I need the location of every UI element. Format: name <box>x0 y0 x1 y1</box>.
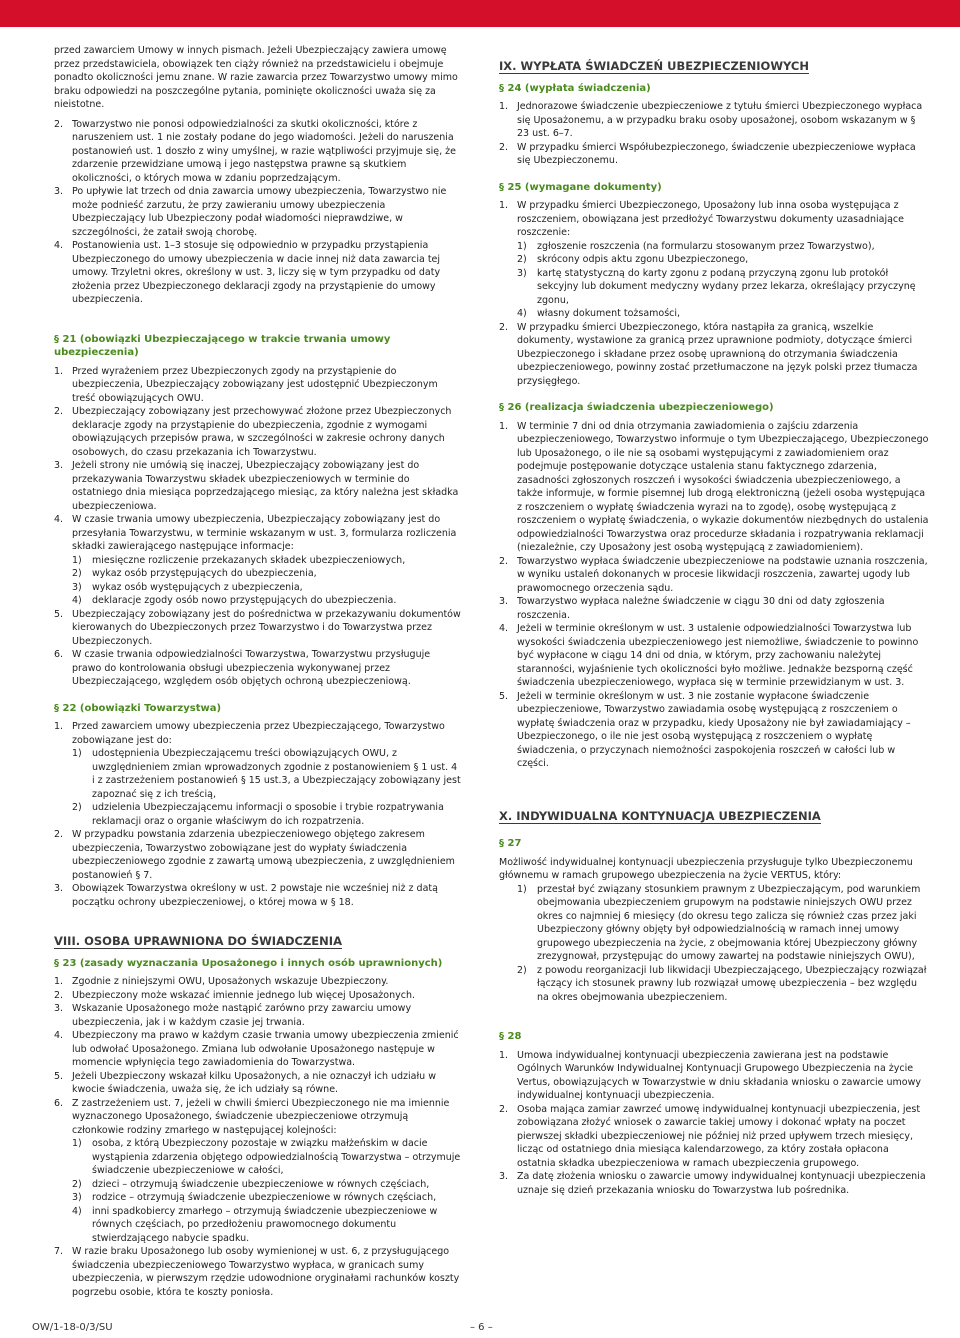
list-item-text: wykaz osób przystępujących do ubezpieczenia, <box>92 568 317 579</box>
list-item <box>54 1002 462 1029</box>
sub-list-item <box>72 747 462 801</box>
section-26-heading: § 26 (realizacja świadczenia ubezpieczeniowego) <box>499 402 774 413</box>
list-item-text: przestał być związany stosunkiem prawnym z Ubezpieczającym, pod warunkiem obejmowania ubezpieczeniem grupowym na podstawie niniejszych OWU przez okres co najmniej 6 miesięcy (do okresu tego zalicza się również czas przez jaki Ubezpieczony główny objęty był odpowiedzialnością w ramach innej umowy grupowego ubezpieczenia na życie, z obejmowania której Ubezpieczony główny zrezygnował, przystępując do umowy zawartej na podstawie niniejszych OWU), <box>537 883 921 962</box>
section-24-items <box>499 100 929 168</box>
list-item-number: 2) <box>72 568 82 579</box>
section-22-items-continued <box>54 828 462 909</box>
sub-list-item <box>517 240 929 254</box>
chapter-9-heading: IX. WYPŁATA ŚWIADCZEŃ UBEZPIECZENIOWYCH <box>499 59 810 73</box>
section-28-items <box>499 1049 929 1198</box>
list-item-number: 3. <box>499 596 509 607</box>
list-item <box>499 595 929 622</box>
list-item-number: 3. <box>54 1003 64 1014</box>
section-27-heading: § 27 <box>499 838 522 849</box>
list-item-text: z powodu reorganizacji lub likwidacji Ubezpieczającego, Ubezpieczający rozwiązał łączący ich stosunek prawny lub rozwiązał umowę ubezpieczenia – bez względu na okres obejmowania ubezpieczeniem. <box>537 964 927 1003</box>
sub-list-item <box>517 267 929 308</box>
list-item-text: Za datę złożenia wniosku o zawarcie umowy indywidualnej kontynuacji ubezpieczenia uznaje się dzień przekazania wniosku do Towarzystwa lub pośrednika. <box>517 1171 926 1196</box>
list-item <box>54 405 462 459</box>
list-item-text: Ubezpieczony może wskazać imiennie jednego lub więcej Uposażonych. <box>72 989 415 1001</box>
list-item-number: 2. <box>499 555 509 567</box>
section-22-subitems <box>54 747 462 828</box>
sub-list-item <box>72 581 462 595</box>
list-item-text: Towarzystwo wypłaca należne świadczenie w ciągu 30 dni od daty zgłoszenia roszczenia. <box>517 596 885 621</box>
list-item <box>54 1029 462 1070</box>
list-item-text: Jeżeli w terminie określonym w ust. 3 nie zostanie wypłacone świadczenie ubezpieczeniowe, Towarzystwo zawiadamia osobę występującą z roszczeniem o wypłatę świadczenia oraz w przypadku, kiedy Uposażony nie był zawiadamiający – Ubezpieczonego, o ile nie jest osobą występującą z roszczeniem o wypłatę świadczenia, o przyczynach niemożności zaspokojenia roszczeń w całości lub w części. <box>517 690 911 769</box>
list-item-text: Przed wyrażeniem przez Ubezpieczonych zgody na przystąpienie do ubezpieczenia, Ubezpieczający zobowiązany jest udostępnić Ubezpieczonym treść obowiązujących OWU. <box>72 365 438 404</box>
list-item <box>499 555 929 596</box>
list-item-number: 2) <box>517 964 527 976</box>
list-item-text: dzieci – otrzymują świadczenie ubezpieczeniowe w równych częściach, <box>92 1178 430 1190</box>
list-item <box>499 622 929 690</box>
list-item <box>54 882 462 909</box>
list-item <box>54 828 462 882</box>
intro-items <box>54 118 462 307</box>
list-item <box>54 989 462 1003</box>
list-item <box>54 608 462 649</box>
list-item-number: 5. <box>499 690 509 702</box>
list-item-number: 6. <box>54 1097 64 1109</box>
list-item-text: Jeżeli strony nie umówią się inaczej, Ubezpieczający zobowiązany jest do przekazywania Towarzystwu składek ubezpieczeniowych w terminie do ostatniego dnia miesiąca poprzedzającego miesiąc, za który należna jest składka ubezpieczeniowa. <box>72 460 459 512</box>
list-item <box>499 420 929 555</box>
list-item-text: osoba, z którą Ubezpieczony pozostaje w związku małżeńskim w dacie wystąpienia zdarzenia objętego odpowiedzialnością Towarzystwa – otrzymuje świadczenie ubezpieczeniowe w całości, <box>92 1138 461 1176</box>
section-24-heading: § 24 (wypłata świadczenia) <box>499 82 651 94</box>
list-item-number: 5. <box>54 1070 64 1082</box>
list-item-text: skrócony odpis aktu zgonu Ubezpieczonego, <box>537 254 749 265</box>
list-item-text: udzielenia Ubezpieczającemu informacji o sposobie i trybie rozpatrywania reklamacji oraz o organie właściwym do ich rozpatrzenia. <box>92 802 444 827</box>
section-21-items <box>54 365 462 554</box>
list-item-number: 1) <box>72 748 82 759</box>
sub-list-item <box>517 883 929 964</box>
list-item-number: 1. <box>499 101 509 112</box>
list-item-text: Zgodnie z niniejszymi OWU, Uposażonych wskazuje Ubezpieczony. <box>72 976 389 987</box>
list-item-text: miesięczne rozliczenie przekazanych składek ubezpieczeniowych, <box>92 554 406 566</box>
section-21-subitems <box>54 554 462 608</box>
list-item-text: Jednorazowe świadczenie ubezpieczeniowe z tytułu śmierci Ubezpieczonego wypłaca się Uposażonemu, a w przypadku braku osoby uposażonej, osobom wskazanym w § 23 ust. 6–7. <box>517 101 923 139</box>
list-item-number: 3. <box>499 1171 509 1182</box>
list-item-text: Jeżeli Ubezpieczony wskazał kilku Uposażonych, a nie oznaczył ich udziału w kwocie świadczenia, uważa się, że ich udziały są równe. <box>72 1070 436 1095</box>
section-22-heading: § 22 (obowiązki Towarzystwa) <box>54 702 222 714</box>
list-item-number: 2. <box>54 989 64 1001</box>
list-item <box>54 185 462 239</box>
list-item-number: 1) <box>72 1138 82 1149</box>
list-item-number: 3) <box>72 1192 82 1203</box>
list-item-text: Towarzystwo wypłaca świadczenie ubezpieczeniowe na podstawie uznania roszczenia, w wyniku ustaleń dokonanych w procesie likwidacji roszczenia, zawartej ugody lub prawomocnego orzeczenia sądu. <box>517 555 928 594</box>
list-item-text: wykaz osób występujących z ubezpieczenia, <box>92 581 303 593</box>
section-23-heading: § 23 (zasady wyznaczania Uposażonego i innych osób uprawnionych) <box>54 957 443 969</box>
list-item-number: 3. <box>54 186 64 197</box>
sub-list-item <box>72 1137 462 1178</box>
section-23-items-continued <box>54 1245 462 1299</box>
top-brand-bar <box>0 0 960 27</box>
list-item-text: kartę statystyczną do karty zgonu z podaną przyczyną zgonu lub protokół sekcyjny lub dokument medyczny wydany przez lekarza, określający przyczynę zgonu, <box>537 267 916 306</box>
list-item <box>54 459 462 513</box>
intro-paragraph: przed zawarciem Umowy w innych pismach. Jeżeli Ubezpieczający zawiera umowę przez przedstawiciela, obowiązek ten ciąży również na przedstawicielu i obejmuje ponadto okoliczności jemu znane. W razie zawarcia przez Towarzystwo umowy mimo braku odpowiedzi na poszczególne pytania, pominięte okoliczności uważa się za nieistotne. <box>54 45 458 110</box>
list-item-number: 1) <box>72 554 82 566</box>
list-item-number: 4) <box>72 595 82 606</box>
list-item-number: 3) <box>72 581 82 593</box>
document-code: OW/1-18-0/3/SU <box>32 1322 113 1333</box>
section-23-items <box>54 975 462 1137</box>
section-23-subitems <box>54 1137 462 1245</box>
list-item-number: 2) <box>517 254 527 265</box>
sub-list-item <box>72 1205 462 1246</box>
list-item <box>499 690 929 771</box>
list-item-number: 5. <box>54 608 64 620</box>
list-item-number: 6. <box>54 649 64 660</box>
list-item-number: 2) <box>72 1178 82 1190</box>
list-item-number: 4. <box>54 514 64 525</box>
list-item-text: Jeżeli w terminie określonym w ust. 3 ustalenie odpowiedzialności Towarzystwa lub wysokości świadczenia ubezpieczeniowego jest niemożliwe, świadczenie to powinno być wypłacone w ciągu 14 dni od dnia, w którym, przy zachowaniu należytej staranności, wyjaśnienie tych okoliczności było możliwe. Jednakże bezsporną część świadczenia ubezpieczeniowego, wypłaca się w terminie przewidzianym w ust. 3. <box>517 623 919 688</box>
section-26-items <box>499 420 929 771</box>
list-item-number: 1. <box>54 976 64 987</box>
page-number: – 6 – <box>470 1322 493 1333</box>
list-item <box>54 1070 462 1097</box>
list-item <box>499 1049 929 1103</box>
list-item-number: 1. <box>499 1049 509 1061</box>
list-item-number: 1. <box>499 420 509 432</box>
chapter-10-heading: X. INDYWIDUALNA KONTYNUACJA UBEZPIECZENIA <box>499 808 821 823</box>
list-item-text: własny dokument tożsamości, <box>537 308 681 319</box>
list-item-number: 4) <box>517 308 527 319</box>
section-25-subitems <box>499 240 929 321</box>
sub-list-item <box>72 1178 462 1192</box>
sub-list-item <box>72 554 462 568</box>
list-item-text: W czasie trwania umowy ubezpieczenia, Ubezpieczający zobowiązany jest do przesyłania Towarzystwu, w terminie wskazanym w ust. 3, formularza rozliczenia składki zawierającego następujące informacje: <box>72 514 457 552</box>
list-item-text: Towarzystwo nie ponosi odpowiedzialności za skutki okoliczności, które z naruszeniem ust. 1 nie zostały podane do jego wiadomości. Jeżeli do naruszenia postanowień ust. 1 doszło z winy umyślnej, w razie wątpliwości przyjmuje się, że zdarzenie przewidziane umową i jego następstwa prawne są skutkiem okoliczności, o których mowa w zdaniu poprzedzającym. <box>72 118 456 184</box>
list-item-text: Ubezpieczający zobowiązany jest do pośrednictwa w przekazywaniu dokumentów kierowanych do Ubezpieczonych przez Towarzystwo i do Towarzystwa przez Ubezpieczonych. <box>72 608 461 647</box>
list-item-number: 7. <box>54 1246 64 1257</box>
list-item-text: W czasie trwania odpowiedzialności Towarzystwa, Towarzystwu przysługuje prawo do kontrolowania obsługi ubezpieczenia wykonywanej przez Ubezpieczającego, względem osób objętych ochroną ubezpieczeniową. <box>72 649 431 687</box>
section-21-items-continued <box>54 608 462 689</box>
list-item-text: W przypadku powstania zdarzenia ubezpieczeniowego objętego zakresem ubezpieczenia, Towarzystwo zobowiązane jest do wypłaty świadczenia ubezpieczeniowego zgodnie z zawartą umową ubezpieczenia, z uwzględnieniem postanowień § 7. <box>72 829 455 881</box>
list-item-text: W przypadku śmierci Współubezpieczonego, świadczenie ubezpieczeniowe wypłaca się Ubezpieczonemu. <box>517 141 916 166</box>
sub-list-item <box>517 253 929 267</box>
list-item <box>499 100 929 141</box>
list-item-text: Po upływie lat trzech od dnia zawarcia umowy ubezpieczenia, Towarzystwo nie może podnieść zarzutu, że przy zawieraniu umowy ubezpieczenia Ubezpieczający lub Ubezpieczony podał wiadomości nieprawdziwe, w szczególności, że zataił swoją chorobę. <box>72 186 447 238</box>
list-item <box>54 118 462 186</box>
list-item-number: 2) <box>72 802 82 813</box>
list-item-text: rodzice – otrzymują świadczenie ubezpieczeniowe w równych częściach, <box>92 1192 437 1203</box>
right-column <box>499 44 929 1197</box>
list-item <box>54 1097 462 1138</box>
list-item <box>54 648 462 689</box>
list-item <box>499 141 929 168</box>
section-27-subitems <box>499 883 929 1005</box>
list-item <box>499 1103 929 1171</box>
list-item-text: Umowa indywidualnej kontynuacji ubezpieczenia zawierana jest na podstawie Ogólnych Warunków Indywidualnej Kontynuacji Grupowego Ubezpieczenia na życie Vertus, obowiązujących w Towarzystwie w dniu składania wniosku o zawarcie umowy indywidualnej kontynuacji ubezpieczenia. <box>517 1049 921 1101</box>
sub-list-item <box>72 801 462 828</box>
sub-list-item <box>517 964 929 1005</box>
list-item <box>54 365 462 406</box>
sub-list-item <box>517 307 929 321</box>
list-item-number: 2. <box>54 406 64 417</box>
list-item-text: zgłoszenie roszczenia (na formularzu stosowanym przez Towarzystwo), <box>537 240 875 252</box>
list-item-number: 1) <box>517 240 527 252</box>
list-item-text: Osoba mająca zamiar zawrzeć umowę indywidualnej kontynuacji ubezpieczenia, jest zobowiązana złożyć wniosek o zawarcie takiej umowy i dokonać wpłaty na poczet pierwszej składki ubezpieczeniowej nie później niż przed upływem trzech miesięcy, licząc od ostatniego dnia miesiąca kalendarzowego, za który została opłacona ostatnia składka ubezpieczeniowa w ramach ubezpieczenia grupowego. <box>517 1103 921 1169</box>
list-item: 1. Przed zawarciem umowy ubezpieczenia przez Ubezpieczającego, Towarzystwo zobowiązane jest do: <box>54 721 445 746</box>
list-item-number: 4. <box>54 240 64 251</box>
list-item-text: inni spadkobiercy zmarłego – otrzymują świadczenie ubezpieczeniowe w równych częściach, po przedłożeniu prawomocnego dokumentu stwierdzającego nabycie spadku. <box>92 1205 438 1244</box>
list-item-number: 2. <box>499 141 509 153</box>
chapter-8-heading: VIII. OSOBA UPRAWNIONA DO ŚWIADCZENIA <box>54 934 342 948</box>
list-item-number: 2. <box>54 118 64 130</box>
list-item-number: 1) <box>517 883 527 895</box>
list-item-text: Postanowienia ust. 1–3 stosuje się odpowiednio w przypadku przystąpienia Ubezpieczonego do umowy ubezpieczenia w dacie innej niż data zawarcia tej umowy. Trzyletni okres, określony w ust. 3, liczy się w tym przypadku od daty złożenia przez Ubezpieczonego deklaracji zgody na przystąpienie do umowy ubezpieczenia. <box>72 240 441 305</box>
section-28-heading: § 28 <box>499 1031 522 1042</box>
left-column <box>54 44 462 1299</box>
list-item <box>54 513 462 554</box>
list-item-text: deklaracje zgody osób nowo przystępujących do ubezpieczenia. <box>92 595 397 606</box>
list-item: 2. W przypadku śmierci Ubezpieczonego, która nastąpiła za granicą, wszelkie dokumenty, wystawione za granicą przez uprawnione podmioty, dotyczące śmierci Ubezpieczonego i składane przez osobę uprawnioną do otrzymania świadczenia ubezpieczeniowego, powinny zostać przetłumaczone na język polski przez tłumacza przysięgłego. <box>499 321 918 387</box>
list-item <box>54 239 462 307</box>
section-25-heading: § 25 (wymagane dokumenty) <box>499 181 662 193</box>
list-item <box>499 1170 929 1197</box>
sub-list-item <box>72 594 462 608</box>
list-item-text: Z zastrzeżeniem ust. 7, jeżeli w chwili śmierci Ubezpieczonego nie ma imiennie wyznaczonego Uposażonego, świadczenie ubezpieczeniowe otrzymują członkowie rodziny zmarłego w następującej kolejności: <box>72 1097 450 1136</box>
sub-list-item <box>72 1191 462 1205</box>
list-item-number: 4. <box>499 623 509 634</box>
list-item-text: Ubezpieczony ma prawo w każdym czasie trwania umowy ubezpieczenia zmienić lub odwołać Uposażonego. Zmiana lub odwołanie Uposażonego następuje w momencie wpłynięcia tego zawiadomienia do Towarzystwa. <box>72 1030 459 1068</box>
list-item: 1. W przypadku śmierci Ubezpieczonego, Uposażony lub inna osoba występująca z roszczeniem, obowiązana jest przedłożyć Towarzystwu dokumenty uzasadniające roszczenie: <box>499 200 904 238</box>
list-item-number: 4) <box>72 1205 82 1217</box>
list-item-text: W terminie 7 dni od dnia otrzymania zawiadomienia o zajściu zdarzenia ubezpieczeniowego, Towarzystwo informuje o tym Ubezpieczającego, Ubezpieczonego lub Uposażonego, o ile nie są osobami występującymi z zawiadomieniem oraz podejmuje postępowanie dotyczące ustalenia stanu faktycznego zdarzenia, zasadności zgłoszonych roszczeń i wysokości świadczenia ubezpieczeniowego, a także informuje, w formie pisemnej lub drogą elektroniczną (jeżeli osoba występująca z roszczeniem o wypłatę świadczenia wyrazi na to zgodę), osobę występującą z roszczeniem o wypłatę świadczenia, o wykazie dokumentów niezbędnych do ustalenia odpowiedzialności Towarzystwa oraz procedurze składania i rozpatrywania reklamacji (niezależnie, czy Uposażony jest osobą występującą z zawiadomieniem). <box>517 420 929 553</box>
list-item-text: W razie braku Uposażonego lub osoby wymienionej w ust. 6, z przysługującego świadczenia ubezpieczeniowego Towarzystwo wypłaca, w granicach sumy ubezpieczenia, w pierwszym rzędzie udowodnione oryginałami rachunków koszty pogrzebu osobie, która te koszty poniosła. <box>72 1246 460 1298</box>
list-item-number: 3. <box>54 883 64 894</box>
list-item-number: 4. <box>54 1030 64 1041</box>
list-item-text: Ubezpieczający zobowiązany jest przechowywać złożone przez Ubezpieczonych deklaracje zgody na przystąpienie do ubezpieczenia, zgodnie z wymogami obowiązujących przepisów prawa, w szczególności w zakresie ochrony danych osobowych, do czasu przekazania ich Towarzystwu. <box>72 406 452 458</box>
list-item-text: udostępnienia Ubezpieczającemu treści obowiązujących OWU, z uwzględnieniem zmian wprowadzonych zgodnie z postanowieniem § 1 ust. 4 i z zastrzeżeniem postanowień § 15 ust.3, a Ubezpieczający zobowiązany jest zapoznać się z ich treścią, <box>92 748 461 800</box>
list-item-number: 2. <box>54 829 64 840</box>
list-item <box>54 1245 462 1299</box>
list-item-number: 3. <box>54 460 64 471</box>
sub-list-item <box>72 567 462 581</box>
section-21-heading: § 21 (obowiązki Ubezpieczającego w trakcie trwania umowy ubezpieczenia) <box>54 333 391 358</box>
list-item <box>54 975 462 989</box>
list-item-number: 3) <box>517 267 527 279</box>
list-item-number: 1. <box>54 365 64 377</box>
list-item-text: Obowiązek Towarzystwa określony w ust. 2 powstaje nie wcześniej niż z datą początku ochrony ubezpieczeniowej, o której mowa w § 18. <box>72 883 438 908</box>
list-item-text: Wskazanie Uposażonego może nastąpić zarówno przy zawarciu umowy ubezpieczenia, jak i w każdym czasie jej trwania. <box>72 1003 412 1028</box>
list-item-number: 2. <box>499 1103 509 1115</box>
section-27-intro: Możliwość indywidualnej kontynuacji ubezpieczenia przysługuje tylko Ubezpieczonemu głównemu w ramach grupowego ubezpieczenia na życie VERTUS, który: <box>499 856 913 881</box>
